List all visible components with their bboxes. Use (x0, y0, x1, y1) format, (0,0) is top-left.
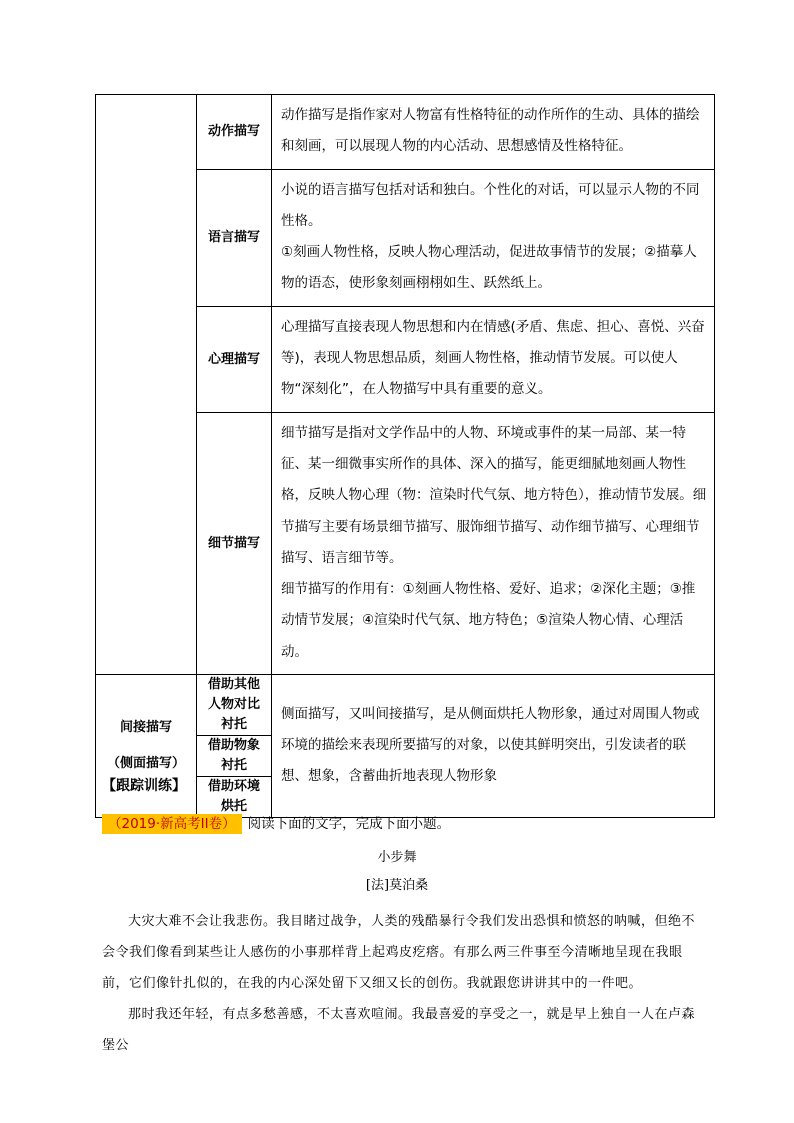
paragraph: 细节描写的作用有：①刻画人物性格、爱好、追求；②深化主题；③推动情节发展；④渲染时代气氛、地方特色；⑤渲染人物心情、心理活动。 (281, 581, 696, 660)
sub-label-line: 衬托 (220, 758, 247, 774)
paragraph: 小说的语言描写包括对话和独白。个性化的对话，可以显示人物的不同性格。 (281, 181, 700, 229)
row-label-cell (197, 412, 272, 674)
sub-label-line: 烘托 (220, 799, 247, 815)
story-body (102, 906, 698, 1061)
sub-label (197, 675, 271, 735)
paragraph: ①刻画人物性格，反映人物心理活动，促进故事情节的发展；②描摹人物的语态，使形象刻画栩栩如生、跃然纸上。 (281, 244, 697, 292)
sub-label (197, 736, 271, 776)
indirect-label-line: 间接描写 (119, 720, 172, 736)
story-title: 小步舞 (377, 850, 417, 865)
exam-line (102, 814, 450, 834)
paragraph: 心理描写直接表现人物思想和内在情感(矛盾、焦虑、担心、喜悦、兴奋等)，表现人物思想品质，刻画人物性格，推动情节发展。可以使人物“深刻化”，在人物描写中具有重要的意义。 (281, 318, 705, 398)
sub-label-line: 衬托 (220, 717, 247, 733)
empty-category-cell (96, 95, 197, 675)
sub-label-line: 借助环境 (207, 779, 260, 795)
row-label: 细节描写 (207, 535, 260, 551)
row-label: 语言描写 (207, 230, 260, 246)
indirect-label (96, 710, 196, 782)
sub-label-cell (197, 777, 272, 818)
row-label-cell (197, 306, 272, 412)
story-paragraph: 那时我还年轻，有点多愁善感，不太喜欢喧闹。我最喜爱的享受之一，就是早上独自一人在卢森堡公 (102, 1007, 696, 1053)
story-author: [法]莫泊桑 (365, 878, 429, 893)
sub-label-line: 借助物象 (207, 738, 260, 754)
indirect-label-line: （侧面描写） (106, 756, 185, 772)
description-table (95, 94, 715, 818)
sub-label-cell (197, 736, 272, 777)
table-row (96, 95, 715, 170)
row-description (272, 95, 715, 170)
exam-instruction: 阅读下面的文字，完成下面小题。 (247, 816, 451, 832)
sub-label (197, 777, 271, 817)
story-paragraph: 大灾大难不会让我悲伤。我目睹过战争，人类的残酷暴行令我们发出恐惧和愤怒的呐喊，但绝不会令我们像看到某些让人感伤的小事那样背上起鸡皮疙瘩。有那么两三件事至今清晰地呈现在我眼前，它们像针扎似的，在我的内心深处留下又细又长的创伤。我就跟您讲讲其中的一件吧。 (102, 914, 696, 991)
section-heading: 【跟踪训练】 (102, 778, 186, 794)
row-label: 心理描写 (207, 351, 260, 367)
row-label: 动作描写 (207, 124, 260, 140)
paragraph: 侧面描写，又叫间接描写，是从侧面烘托人物形象，通过对周围人物或环境的描绘来表现所要描写的对象，以使其鲜明突出，引发读者的联想、想象，含蓄曲折地表现人物形象 (281, 705, 700, 785)
row-label-cell (197, 169, 272, 306)
paragraph: 细节描写是指对文学作品中的人物、环境或事件的某一局部、某一特征、某一细微事实所作的具体、深入的描写，能更细腻地刻画人物性格，反映人物心理（物：渲染时代气氛、地方特色），推动情节发展。细节描写主要有场景细节描写、服饰细节描写、动作细节描写、心理细节描写、语言细节等。 (281, 424, 707, 566)
sub-label-line: 人物对比 (207, 697, 260, 713)
paragraph: 动作描写是指作家对人物富有性格特征的动作所作的生动、具体的描绘和刻画，可以展现人物的内心活动、思想感情及性格特征。 (281, 107, 700, 155)
row-label-cell (197, 95, 272, 170)
row-description (272, 169, 715, 306)
sub-label-cell (197, 675, 272, 736)
indirect-label-cell (96, 675, 197, 818)
sub-label-line: 借助其他 (207, 677, 260, 693)
row-description (272, 412, 715, 674)
indirect-description (272, 675, 715, 818)
table-row (96, 675, 715, 736)
row-description (272, 306, 715, 412)
exam-source-tag: （2019·新高考II卷） (102, 814, 242, 834)
